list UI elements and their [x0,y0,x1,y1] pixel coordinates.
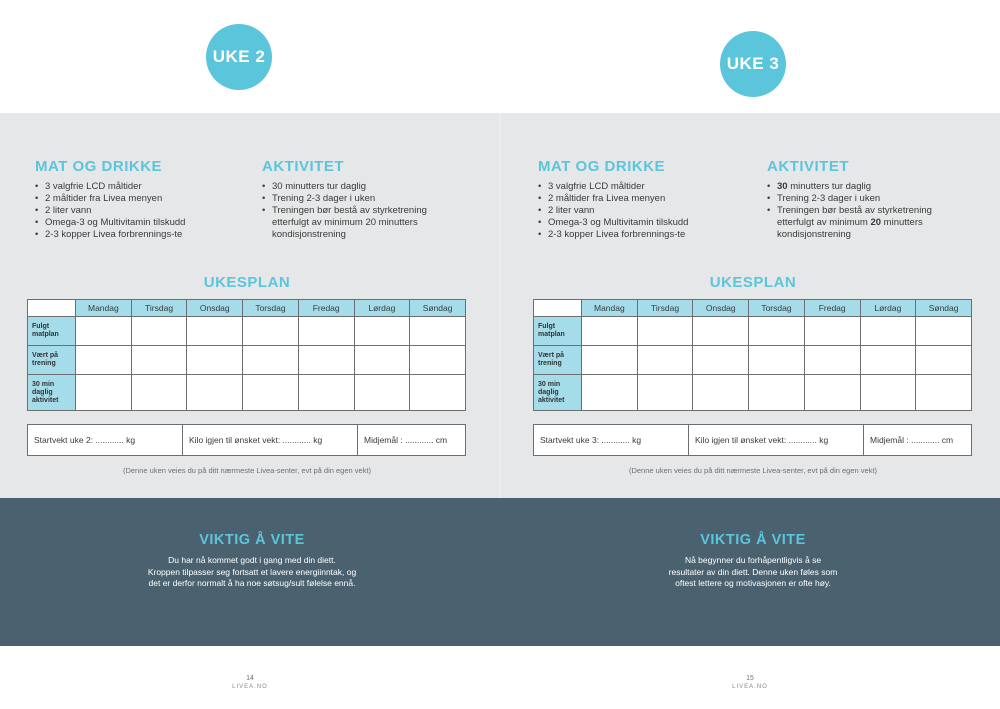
day-header: Mandag [582,300,638,317]
aktivitet-title: AKTIVITET [262,158,344,175]
check-cell[interactable] [860,346,916,375]
list-item: • Omega-3 og Multivitamin tilskudd [35,217,235,229]
row-label: Fulgt matplan [28,317,76,346]
check-cell[interactable] [637,317,693,346]
day-header: Torsdag [749,300,805,317]
ukesplan-title: UKESPLAN [203,274,291,291]
day-header: Fredag [298,300,354,317]
check-cell[interactable] [187,375,243,411]
check-cell[interactable] [860,375,916,411]
check-cell[interactable] [804,346,860,375]
list-item: • 30 minutters tur daglig [262,181,462,193]
list-item: • 3 valgfrie LCD måltider [538,181,738,193]
page-number: 14 [246,675,254,682]
check-cell[interactable] [354,375,410,411]
list-item: • Omega-3 og Multivitamin tilskudd [538,217,738,229]
table-row [28,346,466,375]
check-cell[interactable] [243,346,299,375]
ukesplan-title: UKESPLAN [709,274,797,291]
page-number: 15 [746,675,754,682]
day-header: Søndag [410,300,466,317]
row-label: Vært på trening [28,346,76,375]
list-item: • 2-3 kopper Livea forbrennings-te [538,229,738,241]
check-cell[interactable] [916,375,972,411]
week-badge: UKE 2 [206,24,272,90]
list-item: • 2-3 kopper Livea forbrennings-te [35,229,235,241]
page-footer [500,674,1000,692]
viktig-title: VIKTIG Å VITE [199,532,305,548]
weigh-in-box [533,424,972,456]
check-cell[interactable] [76,375,132,411]
weigh-in-box [27,424,466,456]
kilo-left-field[interactable]: Kilo igjen til ønsket vekt: ............ kg [689,425,864,455]
check-cell[interactable] [916,317,972,346]
day-header: Mandag [76,300,132,317]
site-name: LIVEA.NO [732,684,768,690]
check-cell[interactable] [693,346,749,375]
mat-list [538,181,738,241]
table-corner [28,300,76,317]
check-cell[interactable] [637,346,693,375]
table-header-row [534,300,972,317]
aktivitet-list [262,181,462,241]
table-row [28,375,466,411]
check-cell[interactable] [131,317,187,346]
text-line: Nå begynner du forhåpentligvis å se [684,555,822,565]
list-item-text: minutters kondisjonstrening [777,217,923,240]
check-cell[interactable] [410,317,466,346]
text-line: resultater av din diett. Denne uken føles som [668,566,838,577]
check-cell[interactable] [410,375,466,411]
mat-title: MAT OG DRIKKE [538,158,666,175]
text-line: det er derfor normalt å ha noe søtsug/sult følelse ennå. [148,578,356,588]
row-label: 30 min daglig aktivitet [28,375,76,411]
bold-number: 30 [777,181,788,192]
weigh-note: (Denne uken veies du på ditt nærmeste Livea-senter, evt på din egen vekt) [122,466,372,475]
viktig-text [503,555,1000,590]
week-badge: UKE 3 [720,31,786,97]
table-corner [534,300,582,317]
table-row [28,317,466,346]
check-cell[interactable] [582,317,638,346]
day-header: Onsdag [693,300,749,317]
list-item-text: minutters tur daglig [787,181,872,192]
viktig-text [2,555,502,590]
bold-number: 20 [870,217,882,228]
check-cell[interactable] [804,375,860,411]
check-cell[interactable] [637,375,693,411]
mat-title: MAT OG DRIKKE [35,158,163,175]
weekly-plan-table [533,299,972,411]
check-cell[interactable] [693,375,749,411]
check-cell[interactable] [243,317,299,346]
site-name: LIVEA.NO [232,684,268,690]
check-cell[interactable] [243,375,299,411]
check-cell[interactable] [354,317,410,346]
text-line: oftest lettere og motivasjonen er ofte høy. [675,578,831,588]
kilo-left-field[interactable]: Kilo igjen til ønsket vekt: ............ kg [183,425,358,455]
check-cell[interactable] [131,346,187,375]
text-line: Kroppen tilpasser seg fortsatt et lavere energiinntak, og [147,566,357,577]
check-cell[interactable] [916,346,972,375]
check-cell[interactable] [76,346,132,375]
check-cell[interactable] [749,317,805,346]
aktivitet-list [767,181,967,241]
viktig-title: VIKTIG Å VITE [700,532,806,548]
list-item: • Trening 2-3 dager i uken [767,193,967,205]
start-weight-field[interactable]: Startvekt uke 3: ............ kg [534,425,689,455]
weigh-note: (Denne uken veies du på ditt nærmeste Livea-senter, evt på din egen vekt) [628,466,878,475]
check-cell[interactable] [187,317,243,346]
list-item: • 2 liter vann [35,205,235,217]
row-label: Fulgt matplan [534,317,582,346]
row-label: 30 min daglig aktivitet [534,375,582,411]
list-item: • 2 måltider fra Livea menyen [35,193,235,205]
day-header: Fredag [804,300,860,317]
list-item-text: Treningen bør bestå av styrketrening etterfulgt av minimum [777,205,932,228]
list-item: • Treningen bør bestå av styrketrening etterfulgt av minimum 20 minutters kondisjonstrening [262,205,462,241]
table-row [534,317,972,346]
table-header-row [28,300,466,317]
check-cell[interactable] [298,375,354,411]
list-item [767,181,967,193]
day-header: Lørdag [354,300,410,317]
check-cell[interactable] [76,317,132,346]
table-row [534,375,972,411]
weekly-plan-table [27,299,466,411]
check-cell[interactable] [693,317,749,346]
check-cell[interactable] [298,317,354,346]
check-cell[interactable] [187,346,243,375]
day-header: Tirsdag [131,300,187,317]
list-item: • Trening 2-3 dager i uken [262,193,462,205]
table-row [534,346,972,375]
check-cell[interactable] [582,346,638,375]
waist-field[interactable]: Midjemål : ............ cm [870,435,954,445]
list-item [767,205,967,241]
check-cell[interactable] [860,317,916,346]
day-header: Onsdag [187,300,243,317]
list-item: • 3 valgfrie LCD måltider [35,181,235,193]
page-right [500,0,1000,709]
day-header: Torsdag [243,300,299,317]
check-cell[interactable] [131,375,187,411]
page-footer [0,674,500,692]
aktivitet-title: AKTIVITET [767,158,849,175]
check-cell[interactable] [749,375,805,411]
check-cell[interactable] [298,346,354,375]
day-header: Tirsdag [637,300,693,317]
start-weight-field[interactable]: Startvekt uke 2: ............ kg [28,425,183,455]
check-cell[interactable] [749,346,805,375]
day-header: Lørdag [860,300,916,317]
list-item: • 2 liter vann [538,205,738,217]
list-item: • 2 måltider fra Livea menyen [538,193,738,205]
check-cell[interactable] [582,375,638,411]
mat-list [35,181,235,241]
check-cell[interactable] [354,346,410,375]
check-cell[interactable] [804,317,860,346]
text-line: Du har nå kommet godt i gang med din diett. [168,555,336,565]
day-header: Søndag [916,300,972,317]
waist-field[interactable]: Midjemål : ............ cm [364,435,448,445]
check-cell[interactable] [410,346,466,375]
row-label: Vært på trening [534,346,582,375]
